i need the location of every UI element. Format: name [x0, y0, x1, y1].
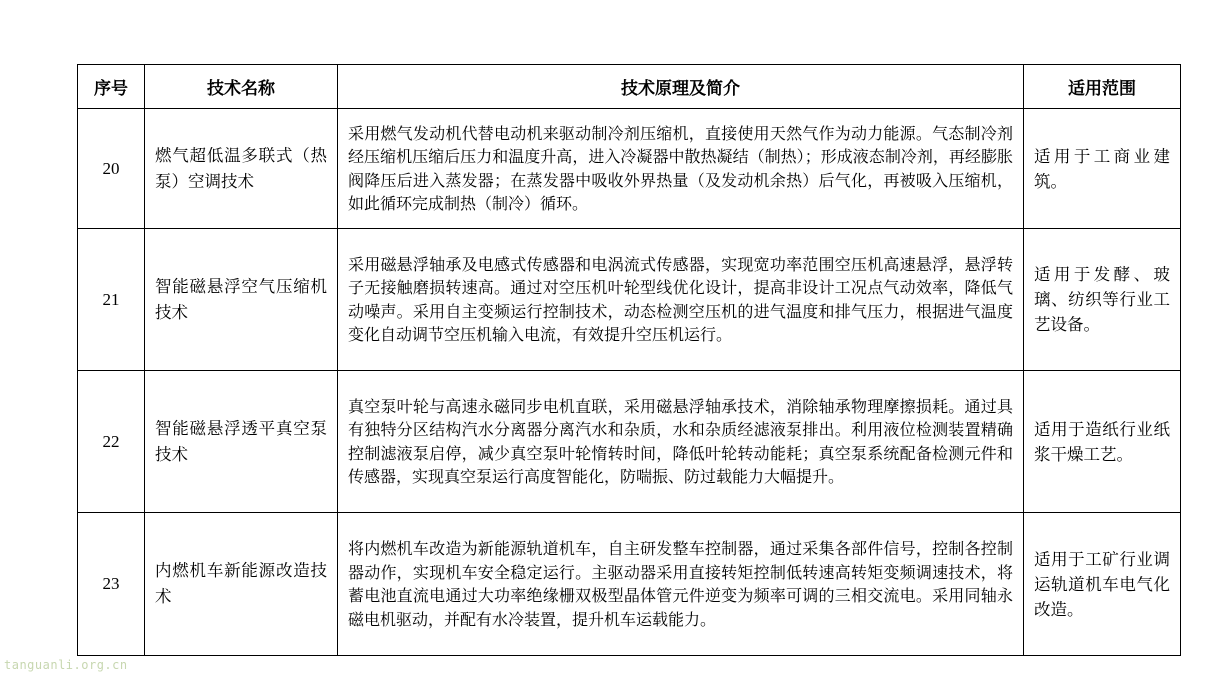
technology-table [77, 64, 1181, 656]
tech-name: 智能磁悬浮透平真空泵技术 [145, 371, 338, 513]
table-row [78, 513, 1181, 656]
tech-name: 燃气超低温多联式（热泵）空调技术 [145, 109, 338, 229]
table-row [78, 229, 1181, 371]
watermark: tanguanli.org.cn [4, 658, 128, 672]
row-number: 20 [78, 109, 145, 229]
tech-principle: 将内燃机车改造为新能源轨道机车，自主研发整车控制器，通过采集各部件信号，控制各控制器动作，实现机车安全稳定运行。主驱动器采用直接转矩控制低转速高转矩变频调速技术，将蓄电池直流电通过大功率绝缘栅双极型晶体管元件逆变为频率可调的三相交流电。采用同轴永磁电机驱动，并配有水冷装置，提升机车运载能力。 [338, 513, 1024, 656]
header-scope: 适用范围 [1024, 65, 1181, 109]
table-row [78, 371, 1181, 513]
tech-name: 内燃机车新能源改造技术 [145, 513, 338, 656]
applicable-scope: 适用于工商业建筑。 [1024, 109, 1181, 229]
applicable-scope: 适用于工矿行业调运轨道机车电气化改造。 [1024, 513, 1181, 656]
header-serial-number: 序号 [78, 65, 145, 109]
tech-principle: 真空泵叶轮与高速永磁同步电机直联，采用磁悬浮轴承技术，消除轴承物理摩擦损耗。通过具有独特分区结构汽水分离器分离汽水和杂质，水和杂质经滤液泵排出。利用液位检测装置精确控制滤液泵启停，减少真空泵叶轮惰转时间，降低叶轮转动能耗；真空泵系统配备检测元件和传感器，实现真空泵运行高度智能化，防喘振、防过载能力大幅提升。 [338, 371, 1024, 513]
row-number: 21 [78, 229, 145, 371]
applicable-scope: 适用于造纸行业纸浆干燥工艺。 [1024, 371, 1181, 513]
table-header-row [78, 65, 1181, 109]
tech-principle: 采用磁悬浮轴承及电感式传感器和电涡流式传感器，实现宽功率范围空压机高速悬浮，悬浮转子无接触磨损转速高。通过对空压机叶轮型线优化设计，提高非设计工况点气动效率，降低气动噪声。采用自主变频运行控制技术，动态检测空压机的进气温度和排气压力，根据进气温度变化自动调节空压机输入电流，有效提升空压机运行。 [338, 229, 1024, 371]
header-tech-name: 技术名称 [145, 65, 338, 109]
header-principle: 技术原理及简介 [338, 65, 1024, 109]
table-row [78, 109, 1181, 229]
applicable-scope: 适用于发酵、玻璃、纺织等行业工艺设备。 [1024, 229, 1181, 371]
row-number: 23 [78, 513, 145, 656]
tech-principle: 采用燃气发动机代替电动机来驱动制冷剂压缩机，直接使用天然气作为动力能源。气态制冷剂经压缩机压缩后压力和温度升高，进入冷凝器中散热凝结（制热）；形成液态制冷剂，再经膨胀阀降压后进入蒸发器；在蒸发器中吸收外界热量（及发动机余热）后气化，再被吸入压缩机，如此循环完成制热（制冷）循环。 [338, 109, 1024, 229]
tech-name: 智能磁悬浮空气压缩机技术 [145, 229, 338, 371]
row-number: 22 [78, 371, 145, 513]
